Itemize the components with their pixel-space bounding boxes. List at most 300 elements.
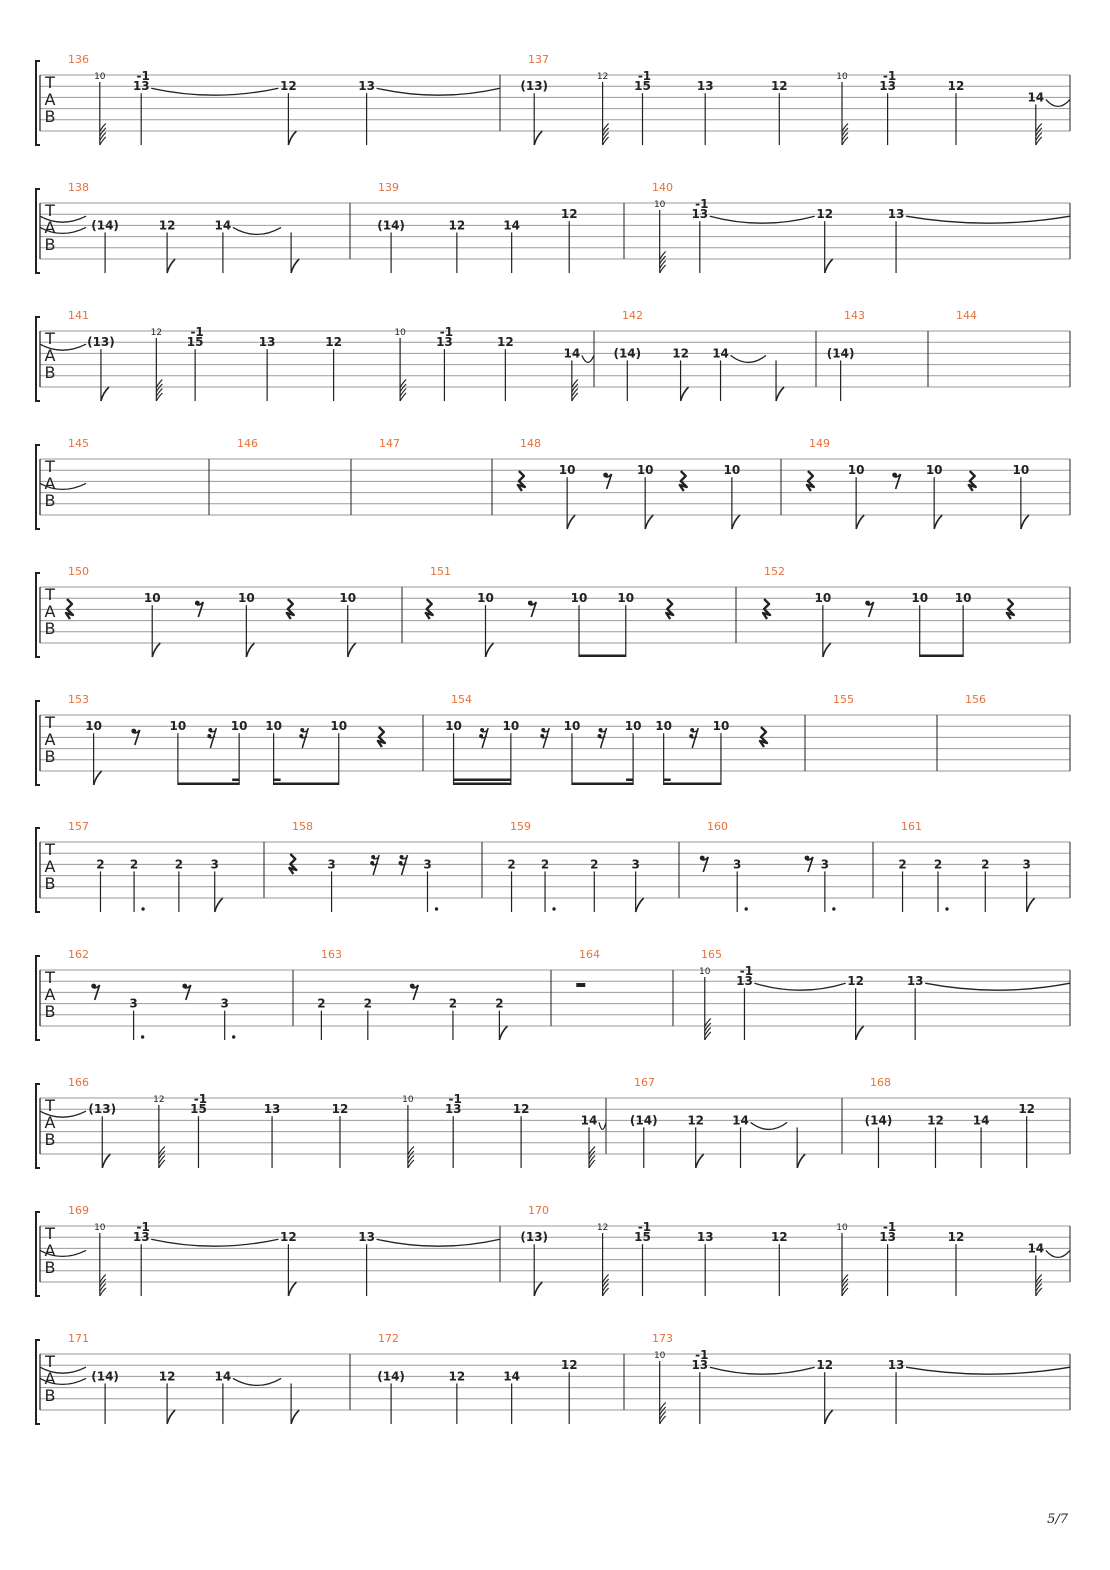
fret-number: 10 [339,591,357,606]
grace-note-fret: 10 [94,72,106,82]
beam-stub [274,779,281,782]
fret-number: 12 [325,335,342,350]
fret-number: (13) [520,79,549,94]
grace-flag [589,1147,595,1169]
fret-number: 10 [911,591,929,606]
fret-number: 12 [497,335,514,350]
fret-number: 14 [972,1113,990,1128]
measure-number: 143 [844,309,865,322]
fret-number: 13 [132,79,150,94]
grace-flag [842,124,848,146]
beam [274,783,339,786]
grace-note-fret: 10 [94,1223,106,1233]
bend-marking: -1 [190,325,204,340]
tab-system [36,1204,1070,1296]
fret-number: 13 [358,1230,375,1245]
fret-number: (14) [377,218,405,233]
tie [233,1378,281,1385]
grace-note-fret: 12 [150,328,163,338]
sixteenth-rest [399,855,408,875]
measure-number: 160 [707,820,728,833]
eighth-rest [131,729,139,745]
measure-number: 164 [579,948,600,961]
tab-clef-letter: A [44,1369,56,1388]
measure-number: 162 [68,948,89,961]
eighth-flag [797,1154,805,1168]
fret-number: 10 [624,719,642,734]
beam-stub [664,779,671,782]
fret-number: 13 [691,1358,709,1373]
tie [377,1239,500,1246]
fret-number: 10 [814,591,832,606]
dot [232,1035,235,1038]
eighth-flag [348,643,356,657]
tab-clef-letter: T [45,968,55,987]
fret-number: 13 [879,79,896,94]
tab-clef-letter: B [44,1386,56,1405]
fret-number: 2 [129,857,139,872]
grace-note-fret: 10 [394,328,406,338]
bend-marking: -1 [439,325,454,340]
tab-clef-letter: T [45,73,55,92]
fret-number: 10 [85,719,102,734]
tab-clef-letter: A [44,1113,56,1132]
fret-number: 10 [477,591,494,606]
fret-number: (13) [88,1102,117,1117]
fret-number: 10 [617,591,635,606]
tab-clef-letter: T [45,329,55,348]
measure-number: 166 [68,1076,89,1089]
grace-note-fret: 12 [153,1095,165,1105]
tab-clef-letter: B [44,1130,56,1149]
bend-marking: -1 [637,69,652,84]
grace-flag [1036,124,1042,146]
fret-number: 10 [502,719,520,734]
grace-note-fret: 12 [596,1223,609,1233]
beam [664,783,721,786]
fret-number: (13) [520,1230,549,1245]
eighth-flag [776,387,784,401]
fret-number: 14 [1027,1241,1045,1256]
grace-flag [842,1275,848,1297]
measure [956,309,977,322]
fret-number: 10 [265,719,282,734]
eighth-flag [288,131,296,145]
fret-number: 10 [563,719,581,734]
tie [1046,1250,1070,1257]
fret-number: 10 [723,463,741,478]
eighth-flag [823,643,831,657]
grace-flag [705,1019,711,1041]
tab-system [36,565,1070,657]
measure-number: 159 [510,820,531,833]
grace-note-fret: 10 [402,1095,414,1105]
tab-clef-letter: T [45,713,55,732]
eighth-flag [856,1026,864,1040]
tab-system [36,693,1070,785]
fret-number: 13 [906,974,924,989]
measure-number: 149 [809,437,830,450]
fret-number: 14 [563,346,581,361]
tie [151,88,278,95]
sixteenth-rest [370,855,379,875]
fret-number: 10 [237,591,255,606]
bend-marking: -1 [448,1092,462,1107]
fret-number: 10 [330,719,348,734]
dot [552,907,555,910]
measure-number: 151 [430,565,451,578]
fret-number: 10 [169,719,187,734]
dot [945,907,948,910]
dot [745,907,748,910]
fret-number: 13 [736,974,753,989]
measure-number: 142 [622,309,643,322]
tab-clef-letter: A [44,985,56,1004]
grace-note-fret: 12 [596,72,609,82]
fret-number: 3 [820,857,830,872]
eighth-flag [215,898,223,912]
fret-number: 13 [132,1230,150,1245]
measure-number: 155 [833,693,854,706]
beam [178,783,239,786]
tab-system [36,437,1070,529]
half-rest [576,983,585,987]
fret-number: 14 [580,1113,598,1128]
bend-marking: -1 [193,1092,208,1107]
fret-number: 2 [898,857,907,872]
measure-number: 165 [701,948,722,961]
measure-number: 141 [68,309,89,322]
beam [572,783,633,786]
eighth-flag [645,515,653,529]
fret-number: 3 [631,857,640,872]
fret-number: 12 [158,218,176,233]
eighth-flag [934,515,942,529]
eighth-flag [102,1154,110,1168]
tie [1046,99,1070,106]
fret-number: 13 [696,1230,714,1245]
tab-system [36,1332,1070,1424]
bend-marking: -1 [637,1220,652,1235]
grace-flag [660,1403,666,1425]
grace-note-fret: 10 [836,1223,848,1233]
fret-number: 10 [230,719,248,734]
grace-note-fret: 10 [653,1351,666,1361]
tie [754,983,845,990]
fret-number: 12 [331,1102,349,1117]
beam [920,655,963,658]
eighth-rest [865,601,873,617]
eighth-flag [825,1410,833,1424]
fret-number: 14 [732,1113,749,1128]
fret-number: 12 [560,207,578,222]
tab-clef-letter: T [45,201,55,220]
fret-number: 12 [448,1369,466,1384]
grace-flag [1036,1275,1042,1297]
sixteenth-rest [540,728,549,748]
bend-marking: -1 [136,1220,150,1235]
tab-clef-letter: T [45,585,55,604]
fret-number: 12 [770,79,788,94]
fret-number: 2 [507,857,516,872]
measure [68,437,89,450]
fret-number: 13 [444,1102,462,1117]
sixteenth-rest [479,728,488,748]
beam [579,655,626,658]
tab-system [36,53,1070,145]
fret-number: 13 [887,207,905,222]
tab-clef-letter: A [44,474,56,493]
measure-number: 136 [68,53,89,66]
bend-marking: -1 [695,197,709,212]
tab-clef-letter: B [44,363,56,382]
fret-number: (14) [91,218,119,233]
fret-number: 14 [214,1369,232,1384]
fret-number: 13 [887,1358,905,1373]
measure-number: 168 [870,1076,891,1089]
fret-number: 10 [143,591,161,606]
tab-clef-letter: B [44,235,56,254]
fret-number: 13 [696,79,714,94]
fret-number: 12 [816,1358,834,1373]
measure-number: 158 [292,820,313,833]
eighth-flag [288,1282,296,1296]
measure-number: 140 [652,181,673,194]
sixteenth-rest [299,728,308,748]
tab-clef-letter: A [44,90,56,109]
fret-number: 3 [210,857,219,872]
eighth-flag [856,515,864,529]
tie [233,227,281,234]
fret-number: 12 [927,1113,944,1128]
fret-number: 12 [560,1358,578,1373]
fret-number: 10 [847,463,865,478]
beam-stub [626,779,633,782]
eighth-rest [603,473,611,489]
fret-number: (14) [613,346,642,361]
dot [141,1035,144,1038]
measure-number: 147 [379,437,400,450]
measure-number: 172 [378,1332,399,1345]
measure-number: 148 [520,437,541,450]
fret-number: 14 [503,1369,521,1384]
tab-system [36,1076,1070,1168]
fret-number: 15 [634,79,651,94]
measure-number: 153 [68,693,89,706]
fret-number: 12 [816,207,834,222]
measure-number: 156 [965,693,986,706]
grace-flag [100,1275,106,1297]
fret-number: 3 [129,996,138,1011]
tab-clef-letter: B [44,107,56,126]
grace-flag [603,1275,609,1297]
fret-number: 3 [1022,857,1031,872]
fret-number: 3 [423,857,432,872]
eighth-flag [1027,898,1035,912]
eighth-flag [681,387,689,401]
measure-number: 146 [237,437,258,450]
eighth-flag [732,515,740,529]
eighth-flag [696,1154,704,1168]
bend-marking: -1 [882,1220,897,1235]
fret-number: 10 [655,719,673,734]
fret-number: 14 [503,218,521,233]
tie [599,1122,606,1129]
tie [906,1367,1070,1374]
fret-number: (14) [91,1369,119,1384]
grace-note-fret: 10 [699,967,711,977]
fret-number: 2 [495,996,504,1011]
fret-number: 2 [363,996,372,1011]
dot [435,907,438,910]
measure-number: 138 [68,181,89,194]
measure-number: 144 [956,309,977,322]
fret-number: 3 [733,857,742,872]
tie [751,1122,788,1129]
measure-number: 163 [321,948,342,961]
measure-number: 145 [68,437,89,450]
tab-clef-letter: A [44,346,56,365]
bend-marking: -1 [882,69,897,84]
fret-number: 10 [445,719,462,734]
eighth-flag [94,771,102,785]
eighth-rest [892,473,900,489]
eighth-rest [91,984,99,1000]
dot [832,907,835,910]
tab-clef-letter: A [44,218,56,237]
eighth-rest [528,601,536,617]
measure-number: 167 [634,1076,655,1089]
tie [377,88,500,95]
fret-number: 10 [558,463,576,478]
eighth-rest [410,984,418,1000]
fret-number: 10 [954,591,972,606]
measure-number: 161 [901,820,922,833]
fret-number: 10 [636,463,654,478]
measure-number: 170 [528,1204,549,1217]
eighth-rest [182,984,190,1000]
tab-system [36,820,1070,912]
grace-flag [100,124,106,146]
eighth-flag [567,515,575,529]
fret-number: 12 [847,974,864,989]
eighth-flag [246,643,254,657]
beam-secondary [454,779,511,782]
fret-number: 2 [174,857,184,872]
fret-number: 12 [770,1230,788,1245]
eighth-flag [534,1282,542,1296]
measure-number: 157 [68,820,89,833]
measure-number: 152 [764,565,785,578]
tab-clef-letter: B [44,491,56,510]
fret-number: 13 [358,79,375,94]
tie [925,983,1070,990]
grace-flag [660,252,666,274]
fret-number: 12 [947,79,965,94]
measure [833,693,854,706]
fret-number: 14 [712,346,729,361]
tab-system [36,309,1070,401]
measure-number: 139 [378,181,399,194]
fret-number: 14 [1027,90,1045,105]
fret-number: 15 [186,335,204,350]
fret-number: 10 [925,463,943,478]
eighth-flag [167,259,175,273]
fret-number: 14 [214,218,232,233]
dot [141,907,144,910]
fret-number: 2 [317,996,326,1011]
grace-flag [400,380,406,402]
fret-number: 12 [687,1113,705,1128]
sixteenth-rest [598,728,607,748]
fret-number: 2 [96,857,105,872]
fret-number: 13 [436,335,453,350]
fret-number: 2 [448,996,458,1011]
tab-clef-letter: T [45,1096,55,1115]
grace-flag [572,380,578,402]
fret-number: 13 [879,1230,896,1245]
fret-number: (14) [826,346,855,361]
fret-number: 13 [258,335,276,350]
eighth-flag [486,643,494,657]
fret-number: 15 [634,1230,651,1245]
fret-number: 12 [1018,1102,1036,1117]
tab-clef-letter: T [45,1224,55,1243]
tie [582,355,594,362]
tie [906,216,1070,223]
measure-number: 169 [68,1204,89,1217]
tie [151,1239,278,1246]
grace-note-fret: 10 [836,72,848,82]
sixteenth-rest [689,728,698,748]
tab-clef-letter: T [45,840,55,859]
fret-number: 2 [540,857,550,872]
measure [965,693,986,706]
grace-flag [159,1147,165,1169]
fret-number: (14) [377,1369,405,1384]
eighth-rest [700,856,708,872]
eighth-flag [291,259,299,273]
bend-marking: -1 [136,69,150,84]
tie [710,1367,815,1374]
fret-number: 12 [280,1230,297,1245]
fret-number: 12 [158,1369,176,1384]
tie [710,216,815,223]
eighth-flag [534,131,542,145]
fret-number: 12 [448,218,466,233]
fret-number: 12 [672,346,689,361]
fret-number: (14) [629,1113,658,1128]
grace-flag [156,380,162,402]
fret-number: 12 [280,79,297,94]
tab-clef-letter: A [44,857,56,876]
fret-number: 10 [712,719,730,734]
eighth-flag [101,387,109,401]
fret-number: 10 [570,591,588,606]
tab-clef-letter: T [45,1352,55,1371]
eighth-flag [1021,515,1029,529]
fret-number: (13) [87,335,115,350]
eighth-flag [167,1410,175,1424]
measure [379,437,400,450]
fret-number: 15 [190,1102,207,1117]
bend-marking: -1 [739,964,754,979]
tie [731,355,767,362]
eighth-flag [291,1410,299,1424]
tab-clef-letter: B [44,619,56,638]
tab-clef-letter: A [44,1241,56,1260]
tab-system [36,948,1070,1040]
